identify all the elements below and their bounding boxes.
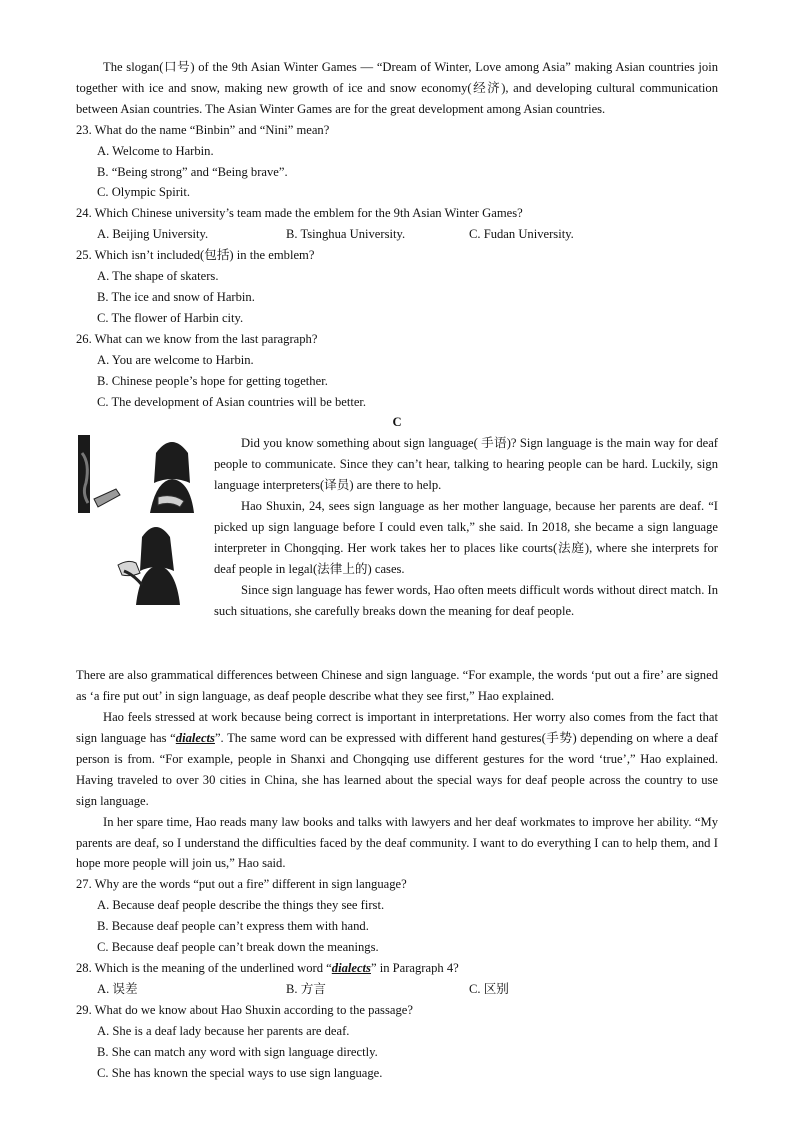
q27-option-a: A. Because deaf people describe the things they see first.: [97, 898, 385, 913]
q29-option-a: A. She is a deaf lady because her parents are deaf.: [97, 1023, 350, 1038]
q23-option-b: B. “Being strong” and “Being brave”.: [97, 164, 288, 179]
sign-language-illustration: [76, 433, 206, 609]
section-c-paragraph-1: Did you know something about sign language( 手语)? Sign language is the main way for deaf people to communicate. Since they can’t hear, talking to hearing people can be hard. Luckily, sign language interpreters(译员) are there to help.: [214, 436, 718, 493]
question-23: 23. What do the name “Binbin” and “Nini” mean?: [76, 122, 330, 137]
question-27: 27. Why are the words “put out a fire” different in sign language?: [76, 877, 407, 892]
q28-option-a: A. 误差: [97, 981, 138, 996]
q24-option-a: A. Beijing University.: [97, 227, 209, 242]
q28-option-b: B. 方言: [286, 981, 326, 996]
q28-stem-before: 28. Which is the meaning of the underlined word “: [76, 961, 332, 975]
q26-option-b: B. Chinese people’s hope for getting together.: [97, 373, 328, 388]
q28-stem-after: ” in Paragraph 4?: [370, 961, 459, 975]
underlined-word-dialects: dialects: [175, 731, 215, 746]
q29-option-c: C. She has known the special ways to use sign language.: [97, 1065, 383, 1080]
q23-option-a: A. Welcome to Harbin.: [97, 143, 214, 158]
q25-option-b: B. The ice and snow of Harbin.: [97, 289, 255, 304]
intro-paragraph: The slogan(口号) of the 9th Asian Winter Games — “Dream of Winter, Love among Asia” making Asian countries join together with ice and snow, making new growth of ice and snow economy(经济), and developing cultural communication between Asian countries. The Asian Winter Games are for the great development among Asian countries.: [76, 60, 718, 116]
section-c-paragraph-3a: Since sign language has fewer words, Hao often meets difficult words without direct match. In such situations, she carefully breaks down the meaning for deaf people.: [214, 582, 718, 618]
q28-underlined-word: dialects: [331, 961, 371, 975]
q27-option-c: C. Because deaf people can’t break down the meanings.: [97, 940, 379, 955]
question-26: 26. What can we know from the last paragraph?: [76, 331, 318, 346]
q26-option-a: A. You are welcome to Harbin.: [97, 352, 254, 367]
section-c-paragraph-4: [76, 707, 718, 812]
question-28: [76, 958, 718, 979]
q23-option-c: C. Olympic Spirit.: [97, 185, 191, 200]
q24-option-c: C. Fudan University.: [469, 227, 574, 242]
q28-option-c: C. 区别: [469, 981, 509, 996]
section-c-paragraph-5: In her spare time, Hao reads many law books and talks with lawyers and her deaf workmates to improve her ability. “My parents are deaf, so I understand the difficulties faced by the deaf community. I want to do everything I can to help them, and I hope more people will join us,” Hao said.: [76, 814, 718, 871]
q25-option-a: A. The shape of skaters.: [97, 269, 219, 284]
sign-language-photos: [76, 433, 206, 609]
question-29: 29. What do we know about Hao Shuxin according to the passage?: [76, 1002, 413, 1017]
p4-text-before: Hao feels stressed at work because being correct is important in interpretations. Her worry also comes from the fact that sign language has “: [76, 710, 718, 746]
q29-option-b: B. She can match any word with sign language directly.: [97, 1044, 378, 1059]
exam-page: [76, 57, 718, 1083]
section-c-paragraph-3b: There are also grammatical differences between Chinese and sign language. “For example, the words ‘put out a fire’ are signed as ‘a fire put out’ in sign language, as deaf people describe what they see first,” Hao explained.: [76, 668, 718, 704]
question-24: 24. Which Chinese university’s team made the emblem for the 9th Asian Winter Games?: [76, 206, 523, 221]
q24-options: [76, 224, 718, 245]
q27-option-b: B. Because deaf people can’t express them with hand.: [97, 919, 369, 934]
q26-option-c: C. The development of Asian countries will be better.: [97, 394, 367, 409]
q25-option-c: C. The flower of Harbin city.: [97, 310, 244, 325]
question-25: 25. Which isn’t included(包括) in the emblem?: [76, 248, 315, 263]
section-c-text-column: [214, 433, 718, 621]
p4-text-after: ”. The same word can be expressed with different hand gestures(手势) depending on where a deaf person is from. “For example, people in Shanxi and Chongqing use different gestures for the word ‘true’,” Hao explained. Having traveled to over 30 cities in China, she has learned about the special ways for deaf people across the country to use sign language.: [76, 731, 718, 808]
q28-options: [76, 979, 718, 1000]
q24-option-b: B. Tsinghua University.: [286, 227, 406, 242]
section-c-paragraph-2: Hao Shuxin, 24, sees sign language as her mother language, because her parents are deaf. “I picked up sign language before I could even talk,” she said. In 2018, she became a sign language interpreter in Chongqing. Her work takes her to places like courts(法庭), where she interprets for deaf people in legal(法律上的) cases.: [214, 499, 718, 576]
section-c-heading: C: [392, 415, 402, 430]
section-c-wrap: [76, 433, 718, 665]
